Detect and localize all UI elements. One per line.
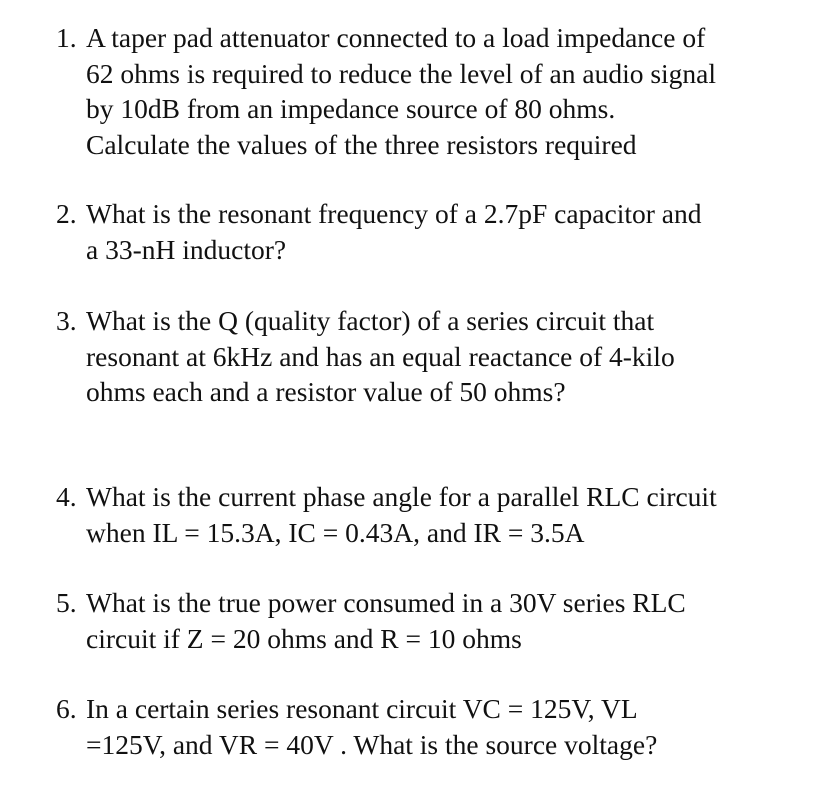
question-text-line: a 33-nH inductor?	[86, 233, 287, 265]
question-text-line: 62 ohms is required to reduce the level of an audio signal	[86, 57, 717, 89]
question-text-line: In a certain series resonant circuit VC = 125V, VL	[86, 693, 638, 724]
question-4	[56, 479, 796, 550]
question-text-line: by 10dB from an impedance source of 80 ohms.	[86, 93, 616, 124]
question-number: 6.	[56, 693, 77, 724]
question-text-line: circuit if Z = 20 ohms and R = 10 ohms	[86, 622, 522, 654]
question-2	[56, 196, 796, 267]
question-number: 5.	[56, 587, 77, 618]
question-text-line: What is the resonant frequency of a 2.7pF capacitor and	[86, 198, 702, 229]
question-text-line: What is the Q (quality factor) of a series circuit that	[86, 305, 655, 336]
question-5	[56, 585, 796, 656]
question-text-line: =125V, and VR = 40V . What is the source voltage?	[86, 728, 658, 760]
question-number: 3.	[56, 305, 77, 336]
question-1	[56, 20, 796, 162]
question-text-line: ohms each and a resistor value of 50 ohms?	[86, 376, 566, 407]
question-text-line: resonant at 6kHz and has an equal reactance of 4-kilo	[86, 340, 675, 372]
question-text-line: when IL = 15.3A, IC = 0.43A, and IR = 3.5A	[86, 516, 585, 548]
question-3	[56, 303, 796, 410]
question-number: 4.	[56, 481, 77, 512]
question-text-line: What is the current phase angle for a parallel RLC circuit	[86, 481, 717, 512]
question-number: 2.	[56, 198, 77, 229]
question-6	[56, 691, 796, 762]
question-text-line: What is the true power consumed in a 30V series RLC	[86, 587, 686, 618]
question-text-line: A taper pad attenuator connected to a load impedance of	[86, 22, 706, 53]
question-number: 1.	[56, 22, 77, 53]
question-text-line: Calculate the values of the three resistors required	[86, 128, 637, 160]
